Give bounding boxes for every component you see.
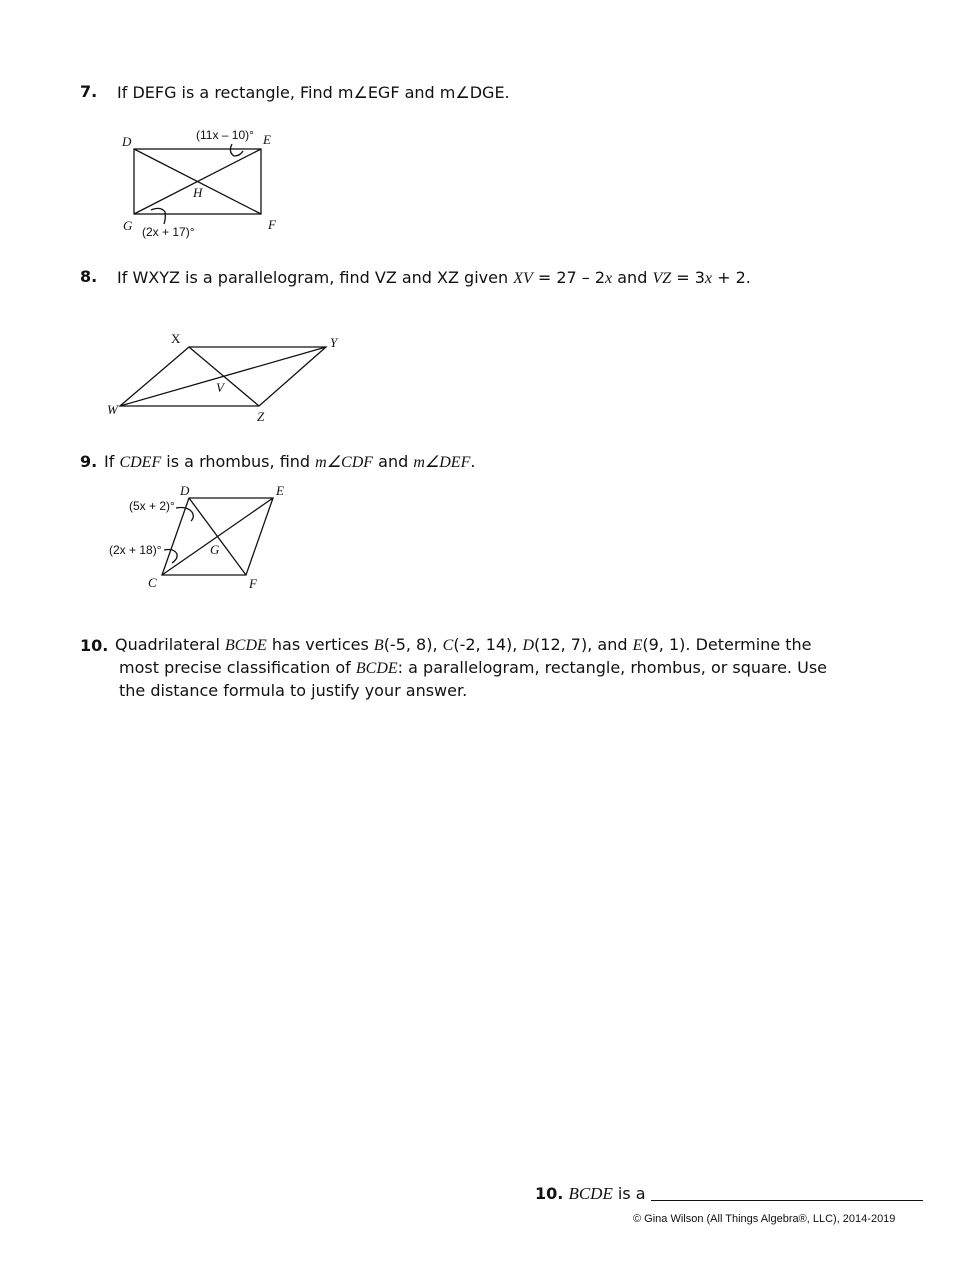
q8-xv: XV — [513, 270, 533, 287]
q10-number: 10. — [80, 636, 109, 655]
q8-and: and — [612, 268, 653, 287]
q9-if: If — [104, 452, 120, 471]
q8-x1: x — [605, 270, 613, 287]
q8-label-y: Y — [330, 335, 338, 350]
q7-text: If DEFG is a rectangle, Find m∠EGF and m∠DGE. — [117, 83, 510, 102]
q9-find: find — [279, 452, 316, 471]
q9-and: and — [373, 452, 414, 471]
q9-label-g: G — [210, 542, 220, 557]
q9-name: CDEF — [119, 454, 162, 471]
q10-ev: (9, 1). Determine the — [642, 635, 812, 654]
q8-label-x: X — [171, 331, 181, 346]
q8-label-z: Z — [257, 409, 265, 424]
q8-x2: x — [704, 270, 712, 287]
q9-label-c: C — [148, 575, 157, 590]
q8-xv-expr: = 27 – 2 — [532, 268, 606, 287]
q10-cv: (-2, 14), — [453, 635, 523, 654]
q10-b: B — [373, 637, 384, 654]
q8-vz: VZ — [652, 270, 672, 287]
q10-line-3: the distance formula to justify your answer. — [119, 681, 468, 700]
q10-line2b: : a parallelogram, rectangle, rhombus, or square. Use — [397, 658, 827, 677]
q9-label-d: D — [180, 483, 190, 498]
q10-bcde-1: BCDE — [225, 637, 267, 654]
q8-label-w: W — [107, 402, 118, 417]
q8-label-v: V — [216, 380, 224, 395]
q7-label-g: G — [123, 218, 133, 233]
answer-line — [535, 1184, 923, 1204]
q9-label-f: F — [249, 576, 257, 591]
q8-text-a: If WXYZ is a parallelogram, find VZ and XZ given — [117, 268, 514, 287]
q9-label-e: E — [276, 483, 284, 498]
q10-c: C — [442, 637, 454, 654]
q10-line-2 — [115, 657, 885, 680]
q9-m2: m∠DEF — [413, 454, 471, 471]
q9-number: 9. — [80, 452, 98, 471]
q10-line2a: most precise classification of — [119, 658, 356, 677]
q9-is-rhombus: is a rhombus, — [161, 452, 280, 471]
q9-angle-bottom: (2x + 18)° — [109, 543, 162, 557]
q10-text — [115, 634, 885, 702]
q10-e: E — [632, 637, 643, 654]
q8-vz-tail: + 2. — [711, 268, 751, 287]
answer-number: 10. — [535, 1184, 564, 1203]
q7-angle-bottom: (2x + 17)° — [142, 225, 195, 239]
q7-angle-top: (11x – 10)° — [196, 128, 254, 142]
answer-name: BCDE — [568, 1184, 613, 1203]
q7-label-f: F — [268, 217, 276, 232]
q9-angle-top: (5x + 2)° — [129, 499, 175, 513]
q10-t1: Quadrilateral — [115, 635, 225, 654]
q8-number: 8. — [80, 267, 98, 286]
q8-vz-expr: = 3 — [671, 268, 705, 287]
q7-label-e: E — [263, 132, 271, 147]
answer-is-a: is a — [612, 1184, 651, 1203]
q7-label-d: D — [122, 134, 132, 149]
answer-blank[interactable] — [651, 1200, 923, 1201]
q10-dv: (12, 7), and — [534, 635, 633, 654]
copyright: © Gina Wilson (All Things Algebra®, LLC), 2014-2019 — [633, 1213, 896, 1225]
q7-label-h: H — [193, 185, 203, 200]
q9-m1: m∠CDF — [315, 454, 374, 471]
q10-t2: has vertices — [266, 635, 374, 654]
q9-period: . — [470, 452, 476, 471]
q7-number: 7. — [80, 82, 98, 101]
q10-d: D — [522, 637, 535, 654]
q10-bv: (-5, 8), — [383, 635, 443, 654]
q10-line-1 — [115, 634, 885, 657]
q10-bcde-2: BCDE — [355, 660, 398, 677]
